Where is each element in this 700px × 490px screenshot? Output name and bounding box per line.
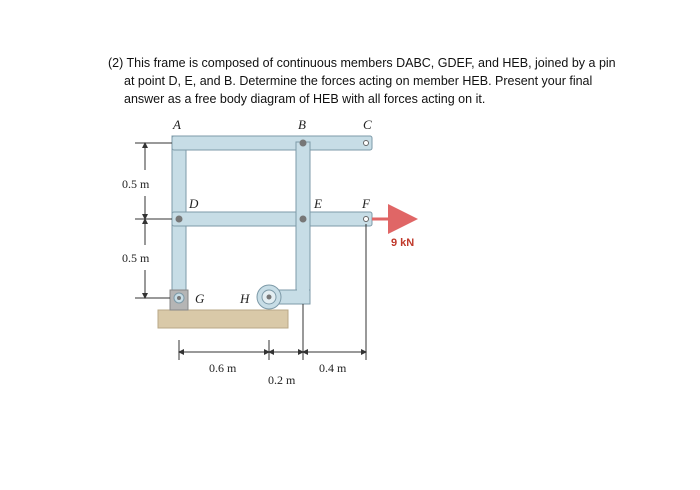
label-d: D [189, 196, 199, 211]
pin-c [364, 141, 369, 146]
support-g [170, 290, 188, 310]
support-h [257, 285, 281, 309]
pin-f [364, 217, 369, 222]
vertical-dimensions [135, 143, 172, 298]
problem-line-3: answer as a free body diagram of HEB with all forces acting on it. [124, 92, 486, 106]
dim-horizontal-3: 0.4 m [319, 361, 347, 375]
problem-line-2: at point D, E, and B. Determine the forces acting on member HEB. Present your final [124, 74, 593, 88]
problem-line-1: (2) This frame is composed of continuous members DABC, GDEF, and HEB, joined by a pin [108, 56, 616, 70]
dim-horizontal-1: 0.6 m [209, 361, 237, 375]
pin-d [176, 216, 183, 223]
ground-block [158, 310, 288, 328]
member-gdef [172, 212, 372, 226]
label-c: C [363, 117, 372, 132]
label-a: A [173, 117, 181, 132]
dim-vertical-bottom: 0.5 m [122, 251, 150, 265]
dim-horizontal-2: 0.2 m [268, 373, 296, 387]
label-e: E [314, 196, 322, 211]
pin-e [300, 216, 307, 223]
label-g: G [195, 291, 205, 306]
force-label: 9 kN [391, 237, 415, 249]
label-h: H [240, 291, 250, 306]
label-b: B [298, 117, 306, 132]
dim-vertical-top: 0.5 m [122, 177, 150, 191]
label-f: F [362, 196, 370, 211]
pin-b [300, 140, 307, 147]
